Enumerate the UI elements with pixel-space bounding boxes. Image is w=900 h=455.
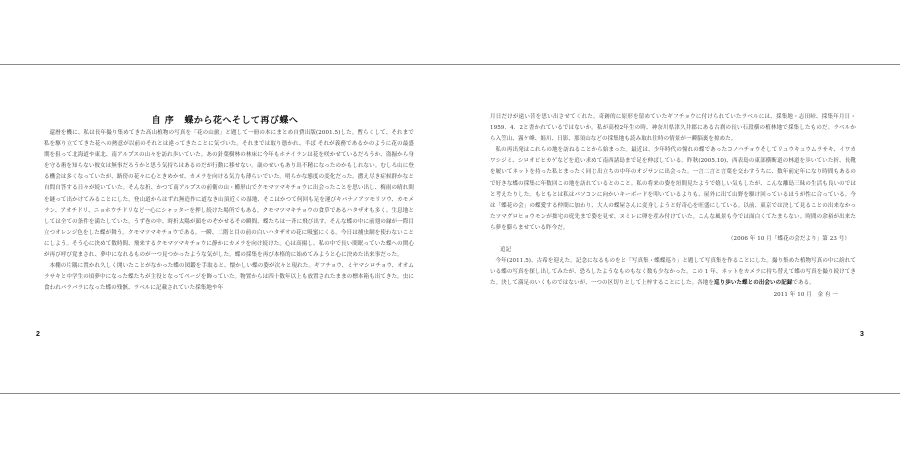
postscript-bold-phrase: 巡り歩いた蝶との出会いの記録: [714, 280, 793, 287]
paragraph: 月日だけが遠い昔を思い出させてくれた。奇跡的に原形を留めていたギフチョウに付けられていたラベルには、採集地・志田峠、採集年月日・1959．4．2と書かれているではないか。私が高校2年生の時、神奈川県津久井郡にある古刹の長い石段横の植林地で採集したものだ。ラベルから入笠山、霧ケ峰、姫川、日影、那須山などの採集地も読み取れ往時の情景が一瞬脳裏を掠めた。: [490, 114, 856, 143]
left-body-text: [44, 128, 414, 323]
preface-heading: [0, 113, 450, 126]
paragraph: 本棚の片隅に置かれ久しく開いたことがなかった蝶の図鑑を手取ると、懐かしい蝶の姿が次々と現れた。ギフチョウ、ミヤマシロチョウ、オオムラサキと中学生の頃夢中になった蝶たちが主役となってページを飾っていた。物置からは四十数年以上も放置されたままの標本箱も出てきた。虫に食われバラバラになった蝶の残骸、ラベルに記載されていた採集地や年: [44, 263, 414, 292]
page-number-right: 3: [860, 331, 864, 338]
postscript-label: 追記: [500, 247, 512, 254]
signature: 2011 年 10 月 金 有 一: [773, 291, 838, 298]
preface-label: 自 序: [151, 116, 175, 126]
right-body-text: [490, 112, 856, 362]
paragraph: 私の再出発はこれらの地を訪ねることから始まった。最近は、少年時代の憧れの蝶であったコノハチョウそしてリュウキュウムラサキ、イワカワシジミ、シロオビヒカゲなどを追い求めて南西諸島まで足を伸ばしている。昨秋(2005.10)、西表島の東部横断道の林道を歩いていた折、長靴を履いてネットを持った私とまったく同じ出立ちの中年のオジサンに出会った。一言二言と言葉を交わすうちに、数年前定年になり時間もあるので好きな蝶の採集に年数回この地を訪れているとのこと。私の将来の姿を垣間見たようで嬉しい気もしたが、こんな離島三昧の生活も良いのではと考えたりした。もともとは私はパソコンに向かいキーボードを叩いているよりも、屋外に出て山野を駆け回っているほうが性に合っている。今は「蝶花の会」の蝶愛する仲間に加わり、大人の蝶屋さんに変身しようと好奇心を旺盛にしている。以前、東京では決して見ることの出来なかったツマグロヒョウモンが拙宅の庭先まで姿を見せ、ヌミレに卵を産み付けていた。こんな風景も今では面白くてたまらない。時間の余裕が出来たら夢を膨らませている昨今だ。: [490, 147, 856, 231]
source-note: （2006 年 10 月「蝶花の会だより」第 23 号）: [727, 236, 850, 243]
paragraph: 還暦を機に、私は長年撮り集めてきた高山植物の写真を「花の山旅」と題して一冊の本にまとめ自費出版(2001.5)した。暫らくして、それまで私を駆り立ててきた花への熱意が以前のそれとは違ってきたことに気づいた。それまでは取り憑かれ、半ば それが義務であるかのように花の最盛期を狙って北海道や東北、南アルプスの山々を訪れ歩いていた。あの針葉樹林の林床に今年もホテイランは花を咲かせているだろうか、盗掘から身を守る術を知らない彼女は無事だろうかと思う気持ちはあるのだが行動に移せない。歳のせいもあり出不精になったのかもしれない。むしろ山に登る機会は多くなっていたが、路傍の花々に心ときめかせ、カメラを向ける気力も薄らいでいた。明らかな態度の変化だった。撚え尽き症候群かなと自問自答する日々が続いていた。そんな折、かつて南アルプスの前衛の山・櫛形山でクモマツマキチョウに出会ったことを思い出し、梅雨の晴れ間を縫って出かけてみることにした。登山道からはずれ無造作に道なき山頂近くの湿地、そこはかつて何回も足を運びキバナノアツモリソウ、カモメラン、アオチドリ、ニョホウチドリなど一心にシャッターを押し続けた場所でもある。クモマツマキチョウの食草であるハタザオも多く、生息地としては全ての条件を満たしていた。うず巻の中、時折太陽が顔をのぞかせるその瞬間、蝶たちは一斉に飛び出す。そんな蝶の中に前翅の縁が一際目立つオレンジ色をした蝶が舞う。クモマツマキチョウである。一瞬、二階と目の前の白いハタザオの花に吸蜜にくる。今日は捕虫網を使わないことにしよう。そう心に決めて数時間、飛来するクモマツマキチョウに静かにカメラを向け続けた。心は高揚し、私の中で長い間眠っていた蝶への関心が再び呼び覚まされ、夢中になれるものが一つ見つかったような気がした。蝶の採集を再び本格的に始めてみようと心に決めた出来事だった。: [44, 130, 414, 259]
right-page: [450, 0, 900, 455]
postscript-text: 今年(2011.5)、古希を迎えた。記念になるものをと「写真集・蝶蝶巡り」と題して写真集を作ることにした。撮り集めた植物写真の中に紛れている蝶の写真を探し出してみたが、恐ろしたようなものもなく数も少なかった。この 1 年、ネットをカメラに持ち替えて蝶の写真を撮り続けてきた。決して満足のいくものではないが、一つの区切りとして上梓することにした。各地を: [490, 258, 856, 287]
postscript-paragraph: [490, 256, 856, 289]
preface-title: 蝶から花へそして再び蝶へ: [184, 116, 299, 126]
postscript-text-end: である。: [792, 280, 815, 287]
page-number-left: 2: [36, 331, 40, 338]
